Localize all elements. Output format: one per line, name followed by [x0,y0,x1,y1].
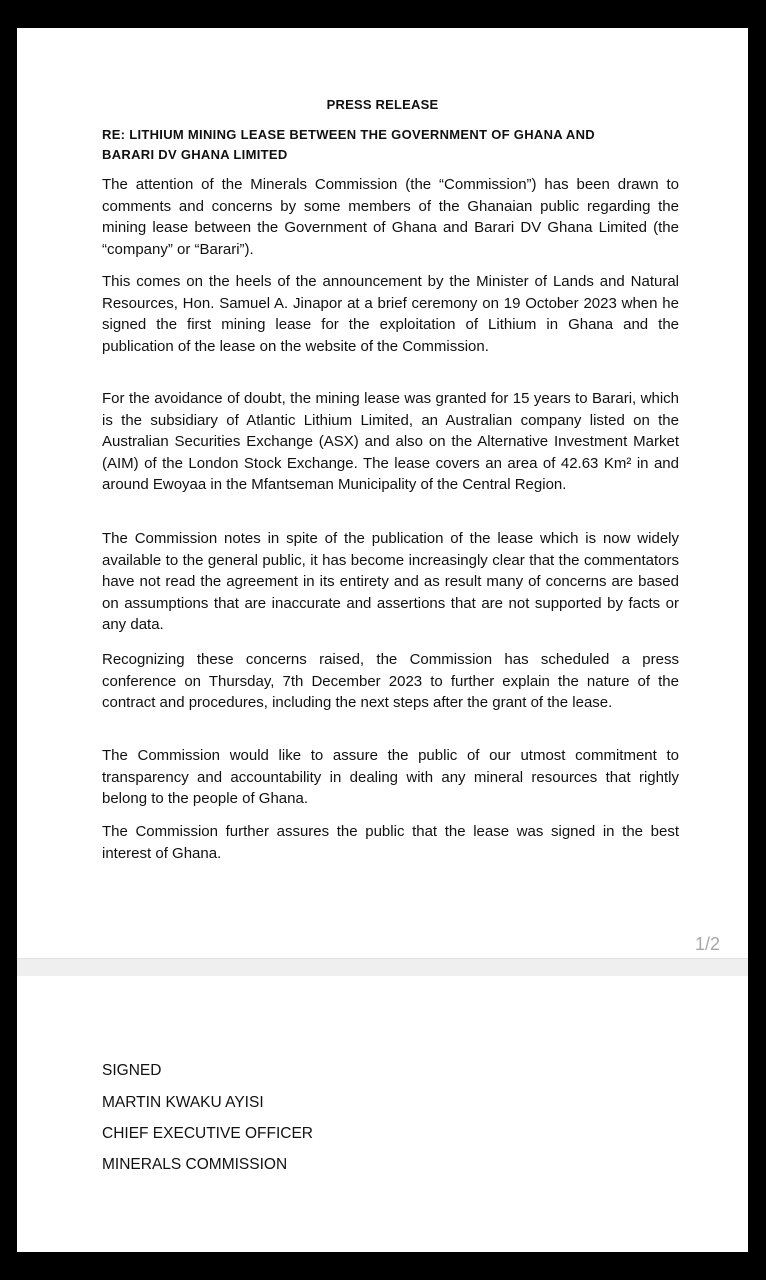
subject-line-1: RE: LITHIUM MINING LEASE BETWEEN THE GOVERNMENT OF GHANA AND [102,127,595,142]
signatory-name: MARTIN KWAKU AYISI [102,1094,264,1111]
subject-line-2: BARARI DV GHANA LIMITED [102,147,288,162]
paragraph: The Commission further assures the public that the lease was signed in the best interest of Ghana. [102,823,679,862]
document-page-1 [17,28,748,958]
signatory-organization: MINERALS COMMISSION [102,1156,288,1173]
paragraph: The Commission would like to assure the public of our utmost commitment to transparency and accountability in dealing with any mineral resources that rightly belong to the people of Ghana. [102,747,679,807]
paragraph: For the avoidance of doubt, the mining lease was granted for 15 years to Barari, which is the subsidiary of Atlantic Lithium Limited, an Australian company listed on the Australian Securities Exchange (ASX) and also on the Alternative Investment Market (AIM) of the London Stock Exchange. The lease covers an area of 42.63 Km² in and around Ewoyaa in the Mfantseman Municipality of the Central Region. [102,390,679,493]
paragraph: The attention of the Minerals Commission (the “Commission”) has been drawn to comments and concerns by some members of the Ghanaian public regarding the mining lease between the Government of Ghana and Barari DV Ghana Limited (the “company” or “Barari”). [102,176,679,258]
page-separator [17,958,748,977]
paragraph: The Commission notes in spite of the publication of the lease which is now widely available to the general public, it has become increasingly clear that the commentators have not read the agreement in its entirety and as result many of concerns are based on assumptions that are inaccurate and assertions that are not supported by facts or any data. [102,530,679,633]
subject-line [102,125,679,165]
paragraph: Recognizing these concerns raised, the Commission has scheduled a press conference on Thursday, 7th December 2023 to further explain the nature of the contract and procedures, including the next steps after the grant of the lease. [102,651,679,711]
document-title: PRESS RELEASE [326,97,439,112]
signatory-position: CHIEF EXECUTIVE OFFICER [102,1125,313,1142]
paragraph: This comes on the heels of the announcement by the Minister of Lands and Natural Resources, Hon. Samuel A. Jinapor at a brief ceremony on 19 October 2023 when he signed the first mining lease for the exploitation of Lithium in Ghana and the publication of the lease on the website of the Commission. [102,273,679,355]
signed-label: SIGNED [102,1062,162,1079]
document-page-2 [17,976,748,1252]
page-indicator: 1/2 [694,934,720,954]
